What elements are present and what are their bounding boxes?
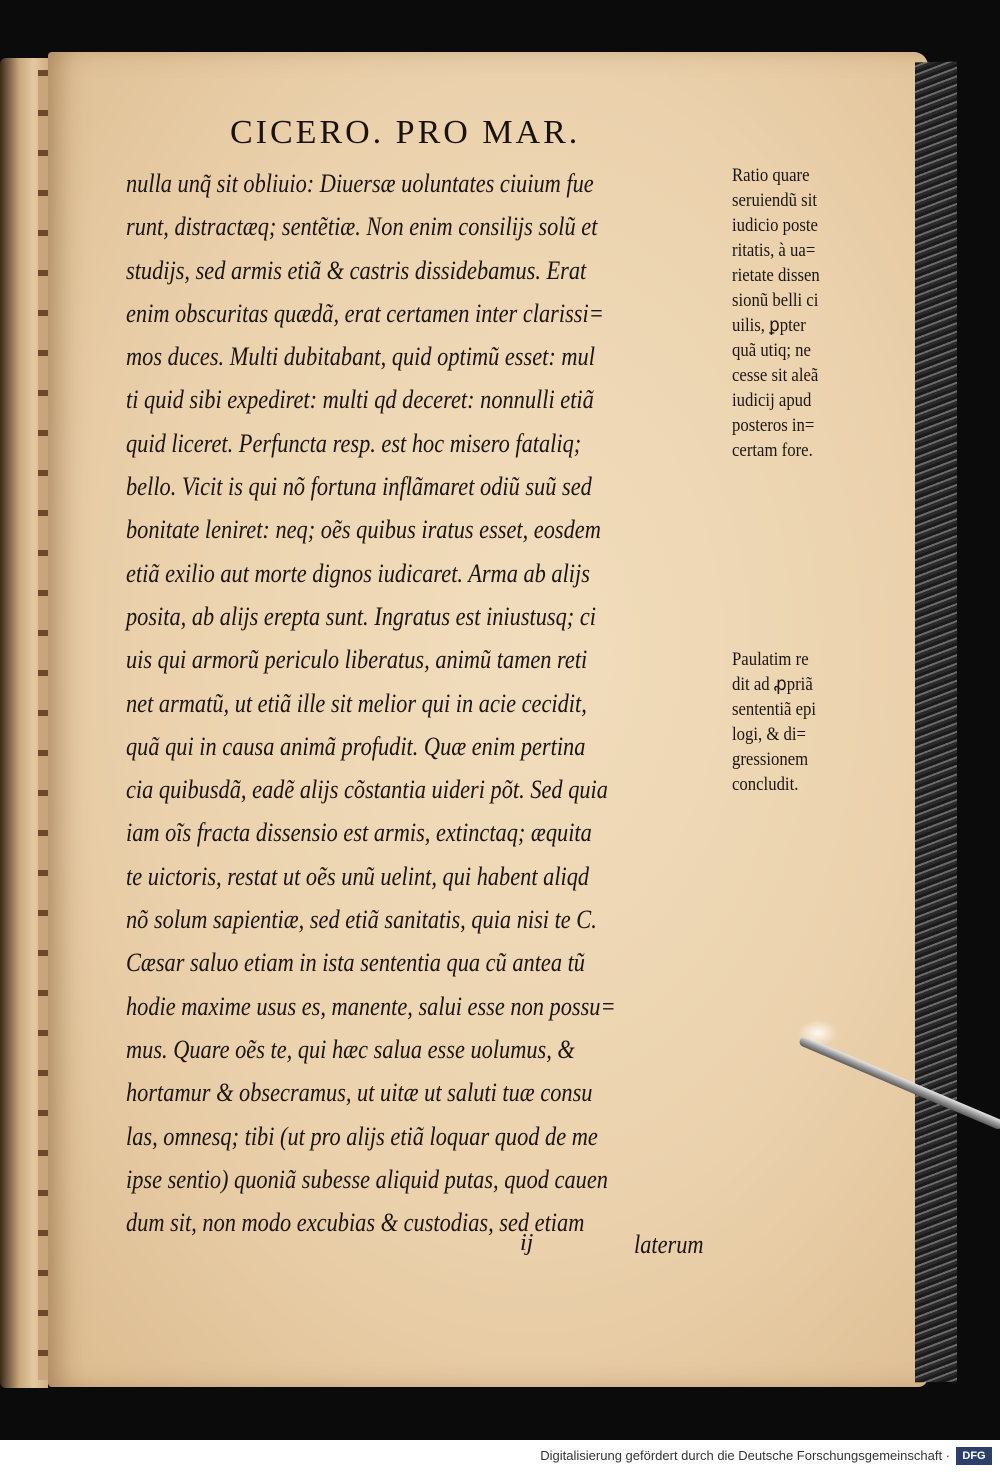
binding-thread xyxy=(38,70,48,1380)
text-line: mos duces. Multi dubitabant, quid optimũ esset: mul xyxy=(126,342,595,372)
text-line: mus. Quare oẽs te, qui hæc salua esse uolumus, & xyxy=(126,1034,575,1064)
running-head: CICERO. PRO MAR. xyxy=(230,114,581,151)
marginal-note xyxy=(732,647,882,797)
main-text-block xyxy=(126,162,726,1244)
catchword: laterum xyxy=(634,1230,704,1259)
dfg-logo: DFG xyxy=(956,1447,992,1465)
text-line: ipse sentio) quoniã subesse aliquid putas, quod cauen xyxy=(126,1164,608,1194)
marginal-note-line: quã utiq; ne xyxy=(732,340,811,361)
funding-credit: Digitalisierung gefördert durch die Deutsche Forschungsgemeinschaft · xyxy=(540,1448,950,1463)
page-block-edges xyxy=(915,62,957,1383)
marginal-note-line: seruiendũ sit xyxy=(732,190,817,211)
text-line: enim obscuritas quædã, erat certamen inter clarissi= xyxy=(126,298,604,328)
text-line: Cæsar saluo etiam in ista sententia qua cũ antea tũ xyxy=(126,948,585,978)
catchword-line xyxy=(520,1230,740,1270)
marginal-note-line: gressionem xyxy=(732,749,809,770)
text-line: uis qui armorũ periculo liberatus, animũ tamen reti xyxy=(126,645,588,675)
text-line: net armatũ, ut etiã ille sit melior qui in acie cecidit, xyxy=(126,688,587,718)
text-line: te uictoris, restat ut oẽs unũ uelint, qui habent aliqd xyxy=(126,861,590,891)
text-line: runt, distractæq; sentẽtiæ. Non enim consilijs solũ et xyxy=(126,212,598,242)
signature-mark: ij xyxy=(520,1230,534,1256)
marginal-note-line: sionũ belli ci xyxy=(732,290,819,311)
footer-bar xyxy=(0,1440,1000,1474)
marginal-note-line: iudicij apud xyxy=(732,390,812,411)
marginal-note xyxy=(732,163,882,463)
text-line: nulla unq̃ sit obliuio: Diuersæ uoluntates ciuium fue xyxy=(126,169,594,198)
marginal-note-line: certam fore. xyxy=(732,440,813,461)
text-line: etiã exilio aut morte dignos iudicaret. Arma ab alijs xyxy=(126,558,590,588)
marginal-note-line: ritatis, à ua= xyxy=(732,240,816,261)
marginal-note-line: concludit. xyxy=(732,774,799,795)
text-line: nõ solum sapientiæ, sed etiã sanitatis, quia nisi te C. xyxy=(126,905,597,935)
marginal-note-line: sententiã epi xyxy=(732,699,817,720)
text-line: studijs, sed armis etiã & castris dissidebamus. Erat xyxy=(126,255,587,285)
text-line: cia quibusdã, eadẽ alijs cõstantia uideri põt. Sed quia xyxy=(126,775,608,805)
text-line: ti quid sibi expediret: multi qd deceret: nonnulli etiã xyxy=(126,385,594,415)
text-line: dum sit, non modo excubias & custodias, sed etiam xyxy=(126,1208,585,1238)
marginal-note-line: posteros in= xyxy=(732,415,815,436)
marginal-note-line: dit ad ꝓpriã xyxy=(732,674,813,695)
text-line: hortamur & obsecramus, ut uitæ ut saluti tuæ consu xyxy=(126,1078,593,1108)
marginal-note-line: Paulatim re xyxy=(732,649,809,670)
text-line: quã qui in causa animã profudit. Quæ enim pertina xyxy=(126,731,586,761)
marginal-note-line: Ratio quare xyxy=(732,165,810,186)
marginal-note-line: iudicio poste xyxy=(732,215,818,236)
text-line: las, omnesq; tibi (ut pro alijs etiã loquar quod de me xyxy=(126,1121,598,1151)
text-line: iam oĩs fracta dissensio est armis, extinctaq; æquita xyxy=(126,818,592,848)
text-line: posita, ab alijs erepta sunt. Ingratus est iniustusq; ci xyxy=(126,601,596,631)
marginal-note-line: cesse sit aleã xyxy=(732,365,819,386)
marginal-note-line: rietate dissen xyxy=(732,265,820,286)
text-line: bonitate leniret: neq; oẽs quibus iratus esset, eosdem xyxy=(126,515,601,545)
text-line: bello. Vicit is qui nõ fortuna inflãmaret odiũ suũ sed xyxy=(126,472,592,502)
marginal-note-line: logi, & di= xyxy=(732,724,807,745)
text-line: hodie maxime usus es, manente, salui esse non possu= xyxy=(126,991,616,1021)
marginal-note-line: uilis, ꝑpter xyxy=(732,315,806,336)
text-line: quid liceret. Perfuncta resp. est hoc misero fataliq; xyxy=(126,428,582,458)
